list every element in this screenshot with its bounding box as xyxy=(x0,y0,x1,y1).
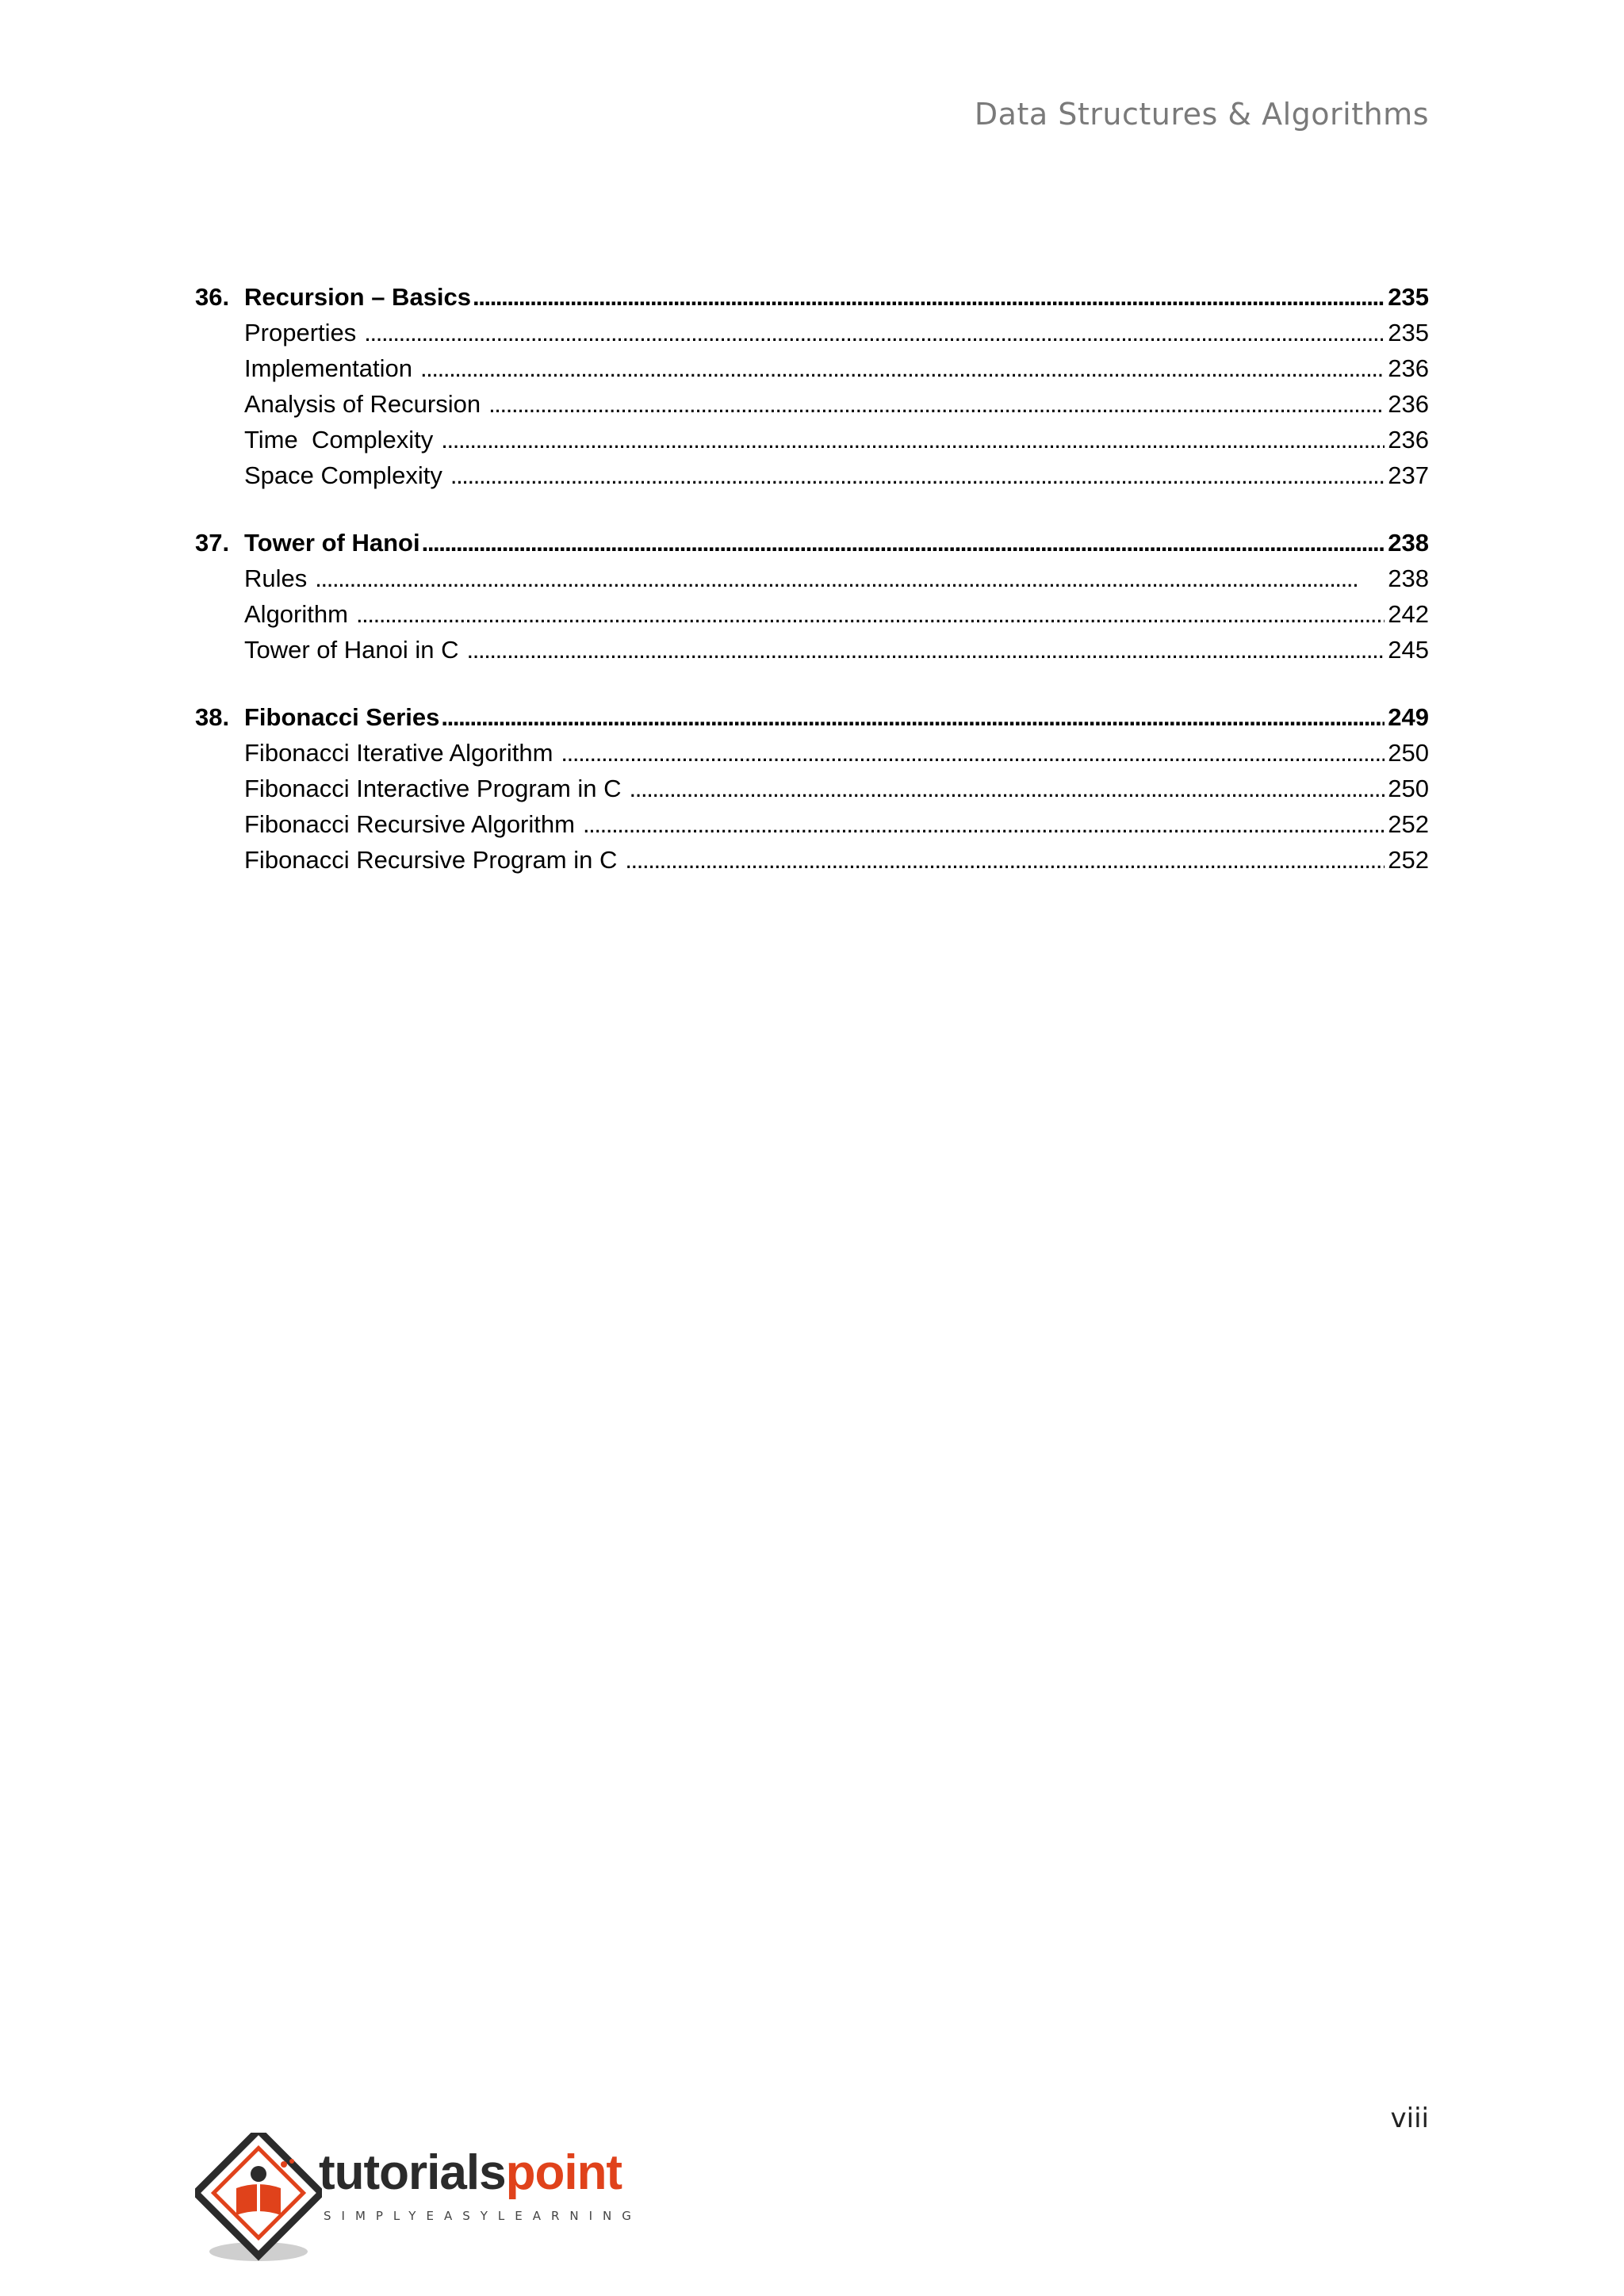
dot-leader xyxy=(364,315,1385,350)
section-title: Tower of Hanoi in C xyxy=(244,636,459,664)
toc-chapter-37 xyxy=(195,525,1429,668)
toc-section-row[interactable] xyxy=(195,842,1429,878)
dot-leader xyxy=(583,806,1385,842)
chapter-number: 37. xyxy=(195,529,230,557)
dot-leader xyxy=(420,350,1385,386)
toc-section-row[interactable] xyxy=(195,350,1429,386)
toc-section-row[interactable] xyxy=(195,457,1429,493)
section-page: 242 xyxy=(1388,600,1429,628)
page-number: viii xyxy=(1390,2103,1429,2134)
dot-leader xyxy=(488,386,1385,422)
dot-leader xyxy=(473,279,1385,315)
dot-leader xyxy=(561,735,1385,771)
toc-section-row[interactable] xyxy=(195,806,1429,842)
section-page: 235 xyxy=(1388,319,1429,346)
section-title: Time Complexity xyxy=(244,426,434,453)
section-title: Fibonacci Recursive Program in C xyxy=(244,846,618,874)
toc-section-row[interactable] xyxy=(195,596,1429,632)
dot-leader xyxy=(450,457,1385,493)
chapter-number: 36. xyxy=(195,283,230,311)
section-page: 252 xyxy=(1388,810,1429,838)
dot-leader xyxy=(356,596,1385,632)
chapter-title: Fibonacci Series xyxy=(244,703,440,731)
logo-wordmark: tutorialspoint xyxy=(319,2145,622,2200)
chapter-number: 38. xyxy=(195,703,230,731)
section-title: Implementation xyxy=(244,354,412,382)
toc-chapter-row[interactable] xyxy=(195,525,1429,561)
section-page: 238 xyxy=(1388,564,1429,592)
toc-section-row[interactable] xyxy=(195,632,1429,668)
section-title: Fibonacci Recursive Algorithm xyxy=(244,810,575,838)
chapter-page: 238 xyxy=(1388,529,1429,557)
logo-tagline: SIMPLYEASYLEARNING xyxy=(324,2209,642,2223)
toc-section-row[interactable] xyxy=(195,422,1429,457)
dot-leader xyxy=(630,771,1385,806)
toc-section-row[interactable] xyxy=(195,735,1429,771)
toc-chapter-36 xyxy=(195,279,1429,493)
running-header: Data Structures & Algorithms xyxy=(974,97,1429,132)
toc-section-row[interactable] xyxy=(195,315,1429,350)
section-title: Fibonacci Iterative Algorithm xyxy=(244,739,553,767)
toc-section-row[interactable] xyxy=(195,771,1429,806)
tutorialspoint-logo xyxy=(195,2133,642,2267)
logo-diamond-icon xyxy=(195,2133,322,2267)
dot-leader xyxy=(315,561,1385,596)
section-title: Rules xyxy=(244,564,308,592)
toc-chapter-row[interactable] xyxy=(195,699,1429,735)
section-title: Space Complexity xyxy=(244,461,442,489)
section-page: 250 xyxy=(1388,775,1429,802)
toc-chapter-row[interactable] xyxy=(195,279,1429,315)
section-title: Analysis of Recursion xyxy=(244,390,481,418)
dot-leader xyxy=(625,842,1385,878)
section-page: 252 xyxy=(1388,846,1429,874)
dot-leader xyxy=(441,422,1385,457)
section-page: 236 xyxy=(1388,354,1429,382)
section-page: 245 xyxy=(1388,636,1429,664)
chapter-page: 235 xyxy=(1388,283,1429,311)
section-title: Fibonacci Interactive Program in C xyxy=(244,775,622,802)
section-page: 250 xyxy=(1388,739,1429,767)
table-of-contents xyxy=(195,279,1429,909)
section-page: 236 xyxy=(1388,390,1429,418)
chapter-title: Recursion – Basics xyxy=(244,283,472,311)
section-title: Algorithm xyxy=(244,600,348,628)
chapter-page: 249 xyxy=(1388,703,1429,731)
section-page: 236 xyxy=(1388,426,1429,453)
section-page: 237 xyxy=(1388,461,1429,489)
dot-leader xyxy=(422,525,1385,561)
section-title: Properties xyxy=(244,319,357,346)
chapter-title: Tower of Hanoi xyxy=(244,529,420,557)
toc-section-row[interactable] xyxy=(195,561,1429,596)
dot-leader xyxy=(467,632,1385,668)
dot-leader xyxy=(441,699,1385,735)
toc-chapter-38 xyxy=(195,699,1429,878)
toc-section-row[interactable] xyxy=(195,386,1429,422)
